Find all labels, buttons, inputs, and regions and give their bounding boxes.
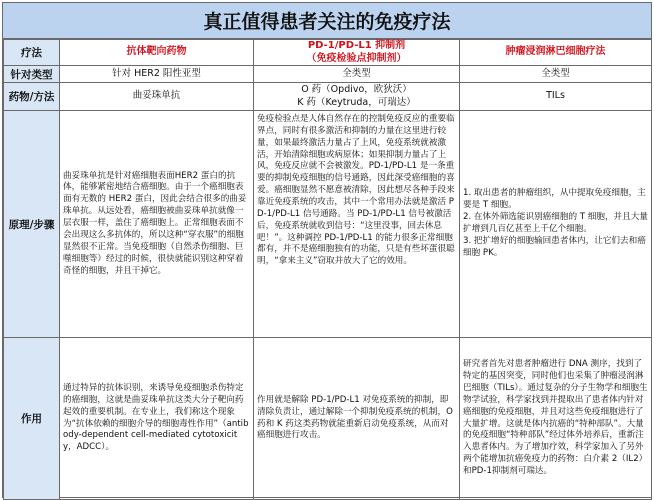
page-title: 真正值得患者关注的免疫疗法 bbox=[3, 3, 651, 39]
principle-til bbox=[460, 111, 652, 338]
row-label-target-type: 针对类型 bbox=[4, 66, 60, 83]
drug-til: TILs bbox=[460, 83, 652, 111]
row-principle bbox=[4, 111, 652, 338]
therapy-comparison-table bbox=[3, 39, 652, 500]
effect-antibody: 通过特异的抗体识别，来诱导免疫细胞杀伤特定的癌细胞，这就是曲妥珠单抗这类大分子靶向药起效的重要机制。在专业上，我们称这个现象为“抗体依赖的细胞介导的细胞毒性作用”（antibody-dependent cell-mediated cytotoxicity，ADCC）。 bbox=[60, 338, 254, 500]
row-label-principle: 原理/步骤 bbox=[4, 111, 60, 338]
drug-pd1 bbox=[254, 83, 460, 111]
effect-til: 研究者首先对患者肿瘤进行 DNA 测序，找到了特定的基因突变，同时他们也采集了肿瘤浸润淋巴细胞（TILs）。通过复杂的分子生物学和细胞生物学试验，科学家找到并提取出了患者体内针对癌细胞的免疫细胞，并且对这些免疫细胞进行了大量扩增。这就是体内抗癌的“特种部队”。大量的免疫细胞“特种部队”经过体外培养后，重新注入患者体内。为了增加疗效，科学家加入了另外两个能增加抗癌免疫力的药物：白介素 2（IL2）和PD-1抑制剂可瑞达。 bbox=[460, 338, 652, 500]
row-label-drug-method: 药物/方法 bbox=[4, 83, 60, 111]
header-pd1-inhibitor bbox=[254, 40, 460, 66]
drug-pd1-opdivo: O 药（Opdivo，欧狄沃） bbox=[301, 84, 412, 96]
drug-antibody: 曲妥珠单抗 bbox=[60, 83, 254, 111]
principle-antibody: 曲妥珠单抗是针对癌细胞表面HER2 蛋白的抗体，能够紧密地结合癌细胞。由于一个癌细胞表面有无数的 HER2 蛋白，因此会结合很多的曲妥珠单抗。从远处看，癌细胞被曲妥珠单抗就像一层衣服一样，盖住了癌细胞上。正常细胞表面不会出现这么多抗体的，所以这种“穿衣服”的细胞显然很不正常。当免疫细胞（自然杀伤细胞、巨噬细胞等）经过的时候，很快就能识别这种穿着奇怪的细胞，并且干掉它。 bbox=[60, 111, 254, 338]
row-effect bbox=[4, 338, 652, 500]
header-pd1-line2: （免疫检验点抑制剂） bbox=[306, 52, 407, 64]
target-type-til: 全类型 bbox=[460, 66, 652, 83]
row-label-effect: 作用 bbox=[4, 338, 60, 500]
target-type-antibody: 针对 HER2 阳性亚型 bbox=[60, 66, 254, 83]
principle-pd1: 免疫检验点是人体自然存在的控制免疫反应的重要临界点，同时有很多激活和抑制的力量在这里进行较量，如果最终激活力量占了上风，免疫系统就被激活，开始清除细胞或病原体；如果抑制力量占了上风，免疫反应就不会被激发。PD-1/PD-L1 是一条重要的抑制免疫细胞的信号通路，因此深受癌细胞的喜爱。癌细胞显然不愿意被清除，因此想尽各种手段来靠近免疫系统的攻击，其中一个常用办法就是激活 PD-1/PD-L1 信号通路。当 PD-1/PD-L1 信号被激活后，免疫系统就收到信号：“这里没事，回去休息吧！”。这种调控 PD-1/PD-L1 的能力很多正常细胞都有，并不是癌细胞独有的功能，只是有些坏蛋很聪明，“拿来主义”窃取并放大了它的效用。 bbox=[254, 111, 460, 338]
header-label-cell: 疗法 bbox=[4, 40, 60, 66]
row-target-type bbox=[4, 66, 652, 83]
document-frame bbox=[2, 2, 652, 498]
header-pd1-line1: PD-1/PD-L1 抑制剂 bbox=[307, 40, 406, 51]
effect-pd1: 作用就是解除 PD-1/PD-L1 对免疫系统的抑制，即清除负责让，通过解除一个抑制免疫系统的机制，O 药和 K 药这类药物就能重新启动免疫系统，从而对癌细胞进行攻击。 bbox=[254, 338, 460, 500]
header-til-therapy: 肿瘤浸润淋巴细胞疗法 bbox=[460, 40, 652, 66]
target-type-pd1: 全类型 bbox=[254, 66, 460, 83]
drug-pd1-keytruda: K 药（Keytruda，可瑞达） bbox=[297, 96, 416, 108]
principle-til-step: 3. 把扩增好的细胞输回患者体内，让它们去和癌细胞 PK。 bbox=[463, 235, 646, 258]
principle-til-step: 1. 取出患者的肿瘤组织，从中提取免疫细胞，主要是 T 细胞。 bbox=[463, 188, 646, 211]
header-antibody-drug: 抗体靶向药物 bbox=[60, 40, 254, 66]
header-row bbox=[4, 40, 652, 66]
principle-til-step: 2. 在体外筛选能识别癌细胞的 T 细胞，并且大量扩增到几百亿甚至上千亿个细胞。 bbox=[463, 212, 648, 234]
row-drug-method bbox=[4, 83, 652, 111]
